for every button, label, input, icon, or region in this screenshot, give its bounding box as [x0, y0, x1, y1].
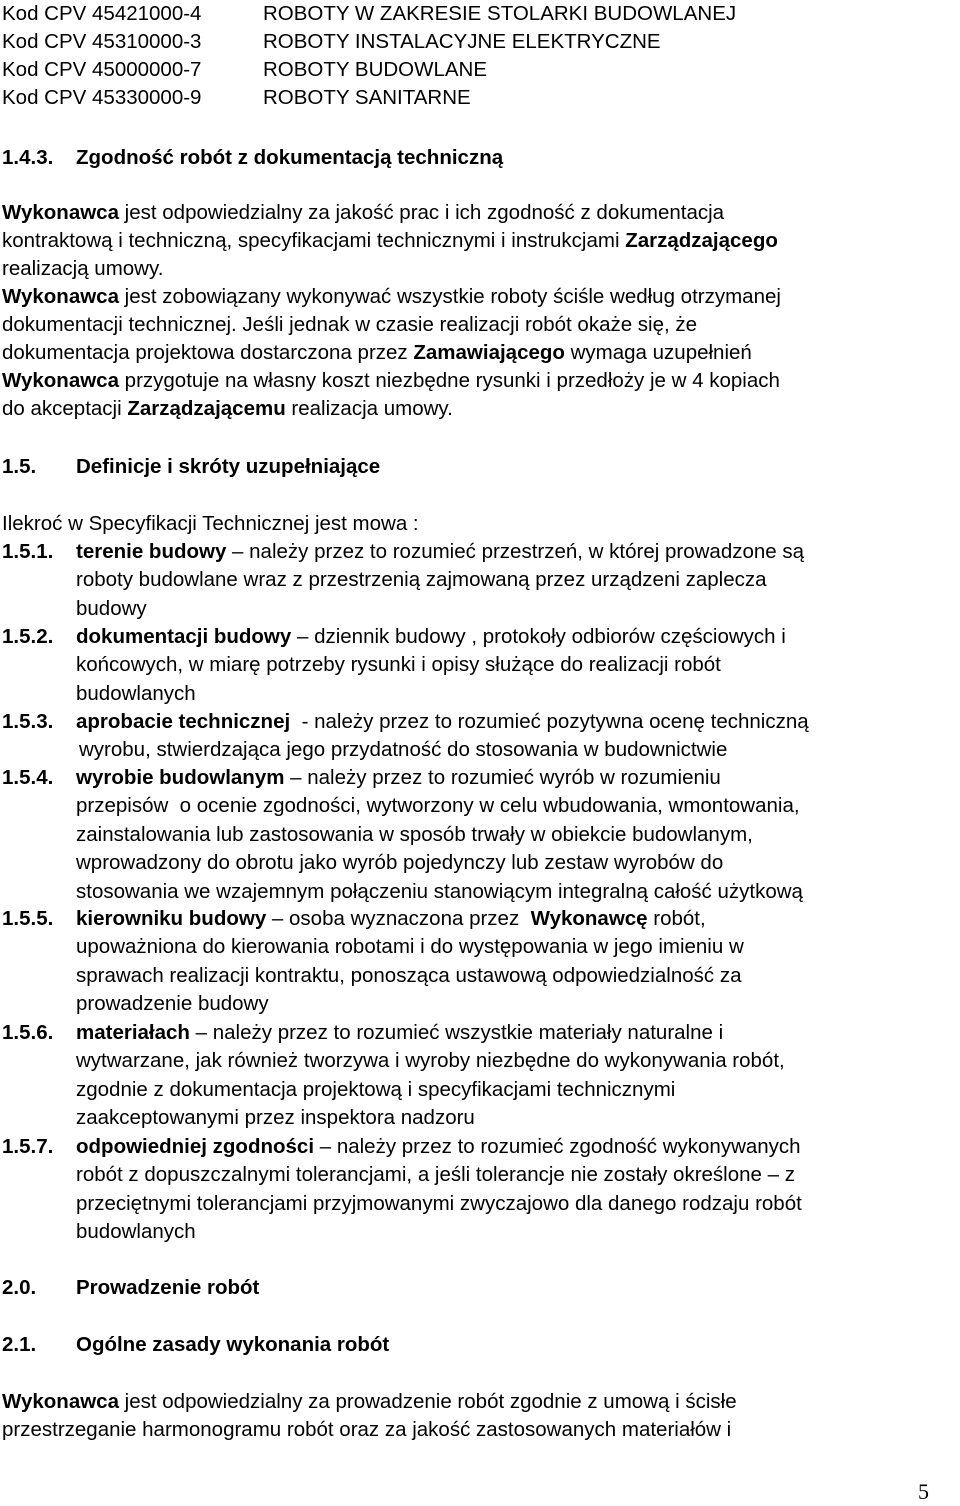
- definition-body: [76, 764, 803, 906]
- definition-text: robót,: [647, 907, 706, 930]
- definition-text: sprawach realizacji kontraktu, ponosząca ustawową odpowiedzialność za: [76, 963, 742, 987]
- paragraph-text: przestrzeganie harmonogramu robót oraz za jakość zastosowanych materiałów i: [2, 1418, 732, 1441]
- definition-term: odpowiedniej zgodności: [76, 1135, 315, 1158]
- paragraph-text: jest odpowiedzialny za prowadzenie robót zgodnie z umową i ścisłe: [118, 1390, 737, 1413]
- page-number: 5: [918, 1479, 929, 1504]
- paragraph-line: [2, 395, 453, 423]
- bold-term: Zarządzającego: [625, 229, 778, 252]
- dash-separator: –: [266, 907, 290, 930]
- section-title: Ogólne zasady wykonania robót: [76, 1333, 390, 1356]
- paragraph-text: jest odpowiedzialny za jakość prac i ich zgodność z dokumentacja: [118, 201, 725, 224]
- section-number: 2.0.: [2, 1276, 37, 1299]
- definition-number: 1.5.1.: [2, 540, 54, 563]
- definition-term: kierowniku budowy: [76, 907, 267, 930]
- paragraph-line: [2, 339, 752, 367]
- definition-number: 1.5.5.: [2, 907, 54, 930]
- paragraph-line: [2, 311, 697, 339]
- definition-text: osoba wyznaczona przez: [289, 907, 531, 930]
- definition-text: zainstalowania lub zastosowania w sposób trwały w obiekcie budowlanym,: [76, 822, 753, 846]
- definition-text: przeciętnymi tolerancjami przyjmowanymi zwyczajowo dla danego rodzaju robót: [76, 1191, 802, 1215]
- cpv-code: Kod CPV 45310000-3: [2, 30, 202, 53]
- section-title: Prowadzenie robót: [76, 1276, 260, 1299]
- intro-text: Ilekroć w Specyfikacji Technicznej jest mowa :: [2, 512, 419, 535]
- bold-term: Wykonawca: [2, 1390, 119, 1413]
- bold-term: Zamawiającego: [413, 341, 565, 364]
- definition-text: budowlanych: [76, 681, 196, 705]
- paragraph-text: jest zobowiązany wykonywać wszystkie roboty ściśle według otrzymanej: [118, 285, 781, 308]
- cpv-line: [2, 0, 736, 28]
- definition-body: [76, 538, 804, 623]
- paragraph-line: [2, 255, 163, 283]
- paragraph-text: dokumentacji technicznej. Jeśli jednak w czasie realizacji robót okaże się, że: [2, 313, 698, 336]
- bold-term: Zarządzającemu: [127, 397, 286, 420]
- definition-text: należy przez to rozumieć zgodność wykonywanych: [336, 1135, 801, 1158]
- dash-separator: –: [226, 540, 250, 563]
- definition-text: należy przez to rozumieć przestrzeń, w której prowadzone są: [249, 540, 805, 563]
- cpv-line: [2, 56, 487, 84]
- section-title: Zgodność robót z dokumentacją techniczną: [76, 146, 504, 169]
- cpv-line: [2, 28, 661, 56]
- definition-text: należy przez to rozumieć pozytywna ocenę techniczną: [314, 710, 809, 733]
- definition-term: wyrobie budowlanym: [76, 766, 285, 789]
- paragraph-text: dokumentacja projektowa dostarczona przez: [2, 341, 414, 364]
- section-heading: [2, 453, 380, 481]
- paragraph-text: realizacją umowy.: [2, 257, 164, 280]
- definition-text: stosowania we wzajemnym połączeniu stanowiącym integralną całość użytkową: [76, 879, 803, 903]
- definition-text: przepisów o ocenie zgodności, wytworzony w celu wbudowania, wmontowania,: [76, 794, 800, 818]
- paragraph-line: [2, 199, 724, 227]
- definition-body: [76, 905, 744, 1019]
- cpv-name: ROBOTY W ZAKRESIE STOLARKI BUDOWLANEJ: [263, 2, 737, 25]
- definition-number: 1.5.4.: [2, 766, 54, 789]
- definition-text: upoważniona do kierowania robotami i do występowania w jego imieniu w: [76, 935, 744, 959]
- definition-number: 1.5.6.: [2, 1021, 54, 1044]
- definition-body: [76, 708, 809, 765]
- section-number: 1.5.: [2, 455, 37, 478]
- dash-separator: –: [189, 1021, 213, 1044]
- section-number: 2.1.: [2, 1333, 37, 1356]
- section-title: Definicje i skróty uzupełniające: [76, 455, 381, 478]
- cpv-code: Kod CPV 45000000-7: [2, 58, 202, 81]
- definition-text: wytwarzane, jak również tworzywa i wyroby niezbędne do wykonywania robót,: [76, 1049, 785, 1073]
- definition-text: należy przez to rozumieć wszystkie materiały naturalne i: [212, 1021, 724, 1044]
- definition-number: 1.5.2.: [2, 625, 54, 648]
- cpv-line: [2, 84, 471, 112]
- paragraph-text: kontraktową i techniczną, specyfikacjami technicznymi i instrukcjami: [2, 229, 626, 252]
- section-heading: [2, 144, 503, 172]
- definition-text: należy przez to rozumieć wyrób w rozumieniu: [307, 766, 721, 789]
- paragraph-line: [2, 1388, 737, 1416]
- cpv-name: ROBOTY SANITARNE: [263, 86, 471, 109]
- cpv-name: ROBOTY BUDOWLANE: [263, 58, 488, 81]
- cpv-code: Kod CPV 45421000-4: [2, 2, 202, 25]
- definition-text: zgodnie z dokumentacja projektową i specyfikacjami technicznymi: [76, 1077, 676, 1101]
- paragraph-text: do akceptacji: [2, 397, 128, 420]
- bold-term: Wykonawca: [2, 285, 119, 308]
- definition-term: dokumentacji budowy: [76, 625, 292, 648]
- paragraph-text: przygotuje na własny koszt niezbędne rysunki i przedłoży je w 4 kopiach: [118, 369, 780, 392]
- definition-text: prowadzenie budowy: [76, 992, 269, 1016]
- dash-separator: –: [291, 625, 315, 648]
- dash-separator: –: [314, 1135, 337, 1158]
- bold-term: Wykonawca: [2, 201, 119, 224]
- definition-text: końcowych, w miarę potrzeby rysunki i opisy służące do realizacji robót: [76, 653, 721, 677]
- dash-separator: –: [284, 766, 308, 789]
- bold-term: Wykonawca: [2, 369, 119, 392]
- definition-text: budowlanych: [76, 1220, 196, 1244]
- cpv-code: Kod CPV 45330000-9: [2, 86, 202, 109]
- definitions-intro: [2, 510, 419, 538]
- paragraph-text: wymaga uzupełnień: [564, 341, 752, 364]
- definition-text: wyrobu, stwierdzająca jego przydatność do stosowania w budownictwie: [79, 738, 728, 762]
- definition-term: aprobacie technicznej: [76, 710, 291, 733]
- paragraph-line: [2, 1416, 731, 1444]
- definition-text: zaakceptowanymi przez inspektora nadzoru: [76, 1106, 475, 1130]
- definition-body: [76, 1019, 785, 1133]
- definition-body: [76, 1133, 802, 1247]
- definition-term: materiałach: [76, 1021, 190, 1044]
- section-number: 1.4.3.: [2, 146, 54, 169]
- dash-separator: -: [290, 710, 315, 733]
- definition-text: budowy: [76, 596, 147, 620]
- bold-term: Wykonawcę: [530, 907, 648, 930]
- definition-number: 1.5.3.: [2, 710, 54, 733]
- cpv-name: ROBOTY INSTALACYJNE ELEKTRYCZNE: [263, 30, 661, 53]
- paragraph-line: [2, 283, 781, 311]
- paragraph-line: [2, 367, 780, 395]
- paragraph-text: realizacja umowy.: [285, 397, 453, 420]
- definition-body: [76, 623, 786, 708]
- definition-text: roboty budowlane wraz z przestrzenią zajmowaną przez urządzeni zaplecza: [76, 568, 767, 592]
- definition-term: terenie budowy: [76, 540, 227, 563]
- paragraph-line: [2, 227, 778, 255]
- section-heading: [2, 1331, 389, 1359]
- section-heading: [2, 1274, 259, 1302]
- definition-text: robót z dopuszczalnymi tolerancjami, a jeśli tolerancje nie zostały określone – z: [76, 1163, 795, 1187]
- definition-text: dziennik budowy , protokoły odbiorów częściowych i: [314, 625, 786, 648]
- definition-number: 1.5.7.: [2, 1135, 54, 1158]
- definition-text: wprowadzony do obrotu jako wyrób pojedynczy lub zestaw wyrobów do: [76, 851, 724, 875]
